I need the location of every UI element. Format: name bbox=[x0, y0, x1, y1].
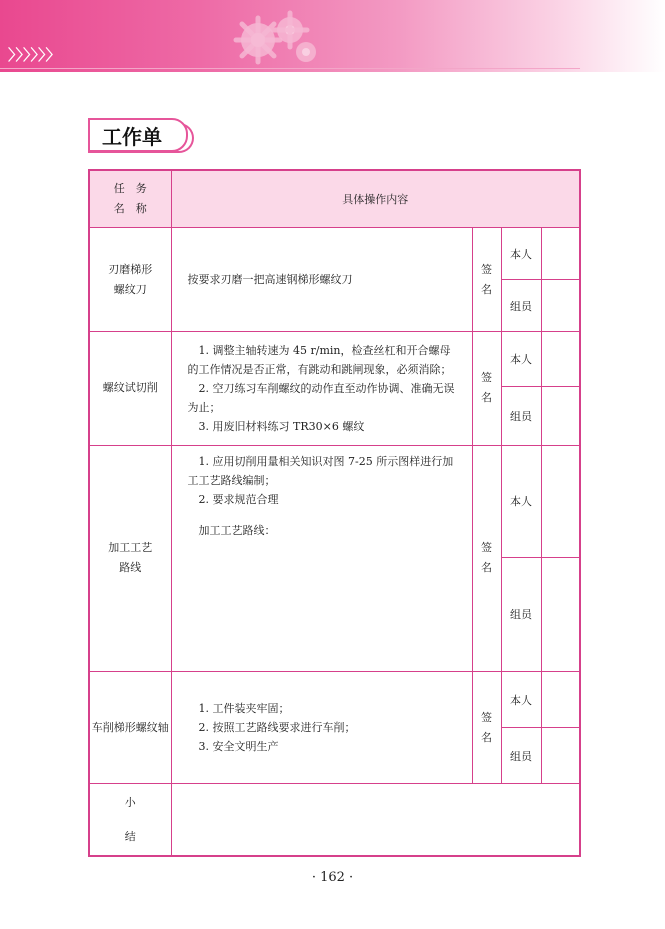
task-content-cell bbox=[171, 332, 472, 445]
summary-field[interactable] bbox=[171, 784, 580, 856]
self-label: 本人 bbox=[501, 672, 541, 728]
sign-label-1: 签 bbox=[481, 710, 492, 724]
group-label: 组员 bbox=[501, 387, 541, 445]
header-task-line1: 任 务 bbox=[113, 182, 147, 196]
page-number: · 162 · bbox=[311, 870, 354, 885]
gears-icon bbox=[228, 6, 328, 72]
self-signature-field[interactable] bbox=[541, 332, 580, 387]
task-content-cell bbox=[171, 228, 472, 332]
task-name-cell bbox=[89, 228, 171, 332]
chevrons-decoration: 〉〉〉〉〉〉 bbox=[8, 46, 61, 64]
task-name-line1: 螺纹试切削 bbox=[102, 381, 158, 395]
summary-label-cell bbox=[89, 784, 171, 856]
self-label: 本人 bbox=[501, 445, 541, 557]
sign-label-2: 名 bbox=[481, 391, 492, 405]
self-label: 本人 bbox=[501, 332, 541, 387]
group-label: 组员 bbox=[501, 728, 541, 784]
group-signature-field[interactable] bbox=[541, 387, 580, 445]
task-name-cell bbox=[89, 332, 171, 445]
header-task-name bbox=[89, 170, 171, 228]
section-title bbox=[88, 118, 200, 152]
task-name-line1: 车削梯形螺纹轴 bbox=[91, 720, 169, 734]
sign-label-2: 名 bbox=[481, 282, 492, 296]
table-row bbox=[89, 332, 580, 387]
sign-label-1: 签 bbox=[481, 541, 492, 555]
summary-row bbox=[89, 784, 580, 856]
content-line: 加工工艺路线： bbox=[198, 523, 276, 537]
content-line: 3. 用废旧材料练习 TR30×6 螺纹 bbox=[198, 419, 365, 433]
group-label: 组员 bbox=[501, 557, 541, 671]
sign-label-cell bbox=[472, 228, 501, 332]
sign-label-cell bbox=[472, 332, 501, 445]
sign-label-cell bbox=[472, 445, 501, 671]
summary-label-2: 结 bbox=[124, 829, 136, 843]
self-label: 本人 bbox=[501, 228, 541, 280]
content-line: 2. 空刀练习车削螺纹的动作直至动作协调、准确无误为止； bbox=[187, 381, 455, 414]
group-label: 组员 bbox=[501, 280, 541, 332]
sign-label-2: 名 bbox=[481, 730, 492, 744]
task-content-cell bbox=[171, 445, 472, 671]
group-signature-field[interactable] bbox=[541, 728, 580, 784]
group-signature-field[interactable] bbox=[541, 557, 580, 671]
content-line: 2. 要求规范合理 bbox=[198, 492, 279, 506]
header-task-line2: 名 称 bbox=[113, 202, 147, 216]
self-signature-field[interactable] bbox=[541, 228, 580, 280]
header-band bbox=[0, 0, 665, 72]
header-content: 具体操作内容 bbox=[171, 170, 580, 228]
sign-label-2: 名 bbox=[481, 561, 492, 575]
self-signature-field[interactable] bbox=[541, 672, 580, 728]
content-line: 按要求刃磨一把高速钢梯形螺纹刀 bbox=[187, 273, 353, 287]
sign-label-cell bbox=[472, 672, 501, 784]
table-header-row bbox=[89, 170, 580, 228]
group-signature-field[interactable] bbox=[541, 280, 580, 332]
sign-label-1: 签 bbox=[481, 262, 492, 276]
content-line: 1. 调整主轴转速为 45 r/min，检查丝杠和开合螺母的工作情况是否正常，有跳动和跳闸现象，必须消除； bbox=[187, 343, 452, 376]
table-row bbox=[89, 445, 580, 557]
work-sheet-table bbox=[88, 169, 581, 857]
table-row bbox=[89, 672, 580, 728]
summary-label-1: 小 bbox=[124, 795, 136, 809]
task-content-cell bbox=[171, 672, 472, 784]
page-title: 工作单 bbox=[102, 125, 162, 149]
task-name-line2: 螺纹刀 bbox=[113, 282, 147, 296]
content-line: 1. 工件装夹牢固； bbox=[198, 702, 290, 716]
sign-label-1: 签 bbox=[481, 371, 492, 385]
table-row bbox=[89, 228, 580, 280]
task-name-line1: 加工工艺 bbox=[108, 541, 153, 555]
task-name-line2: 路线 bbox=[119, 561, 142, 575]
task-name-line1: 刃磨梯形 bbox=[108, 262, 153, 276]
task-name-cell bbox=[89, 445, 171, 671]
content-line: 3. 安全文明生产 bbox=[198, 740, 279, 754]
content-line: 1. 应用切削用量相关知识对图 7-25 所示图样进行加工工艺路线编制； bbox=[187, 454, 454, 487]
task-name-cell bbox=[89, 672, 171, 784]
content-line: 2. 按照工艺路线要求进行车削； bbox=[198, 721, 356, 735]
self-signature-field[interactable] bbox=[541, 445, 580, 557]
